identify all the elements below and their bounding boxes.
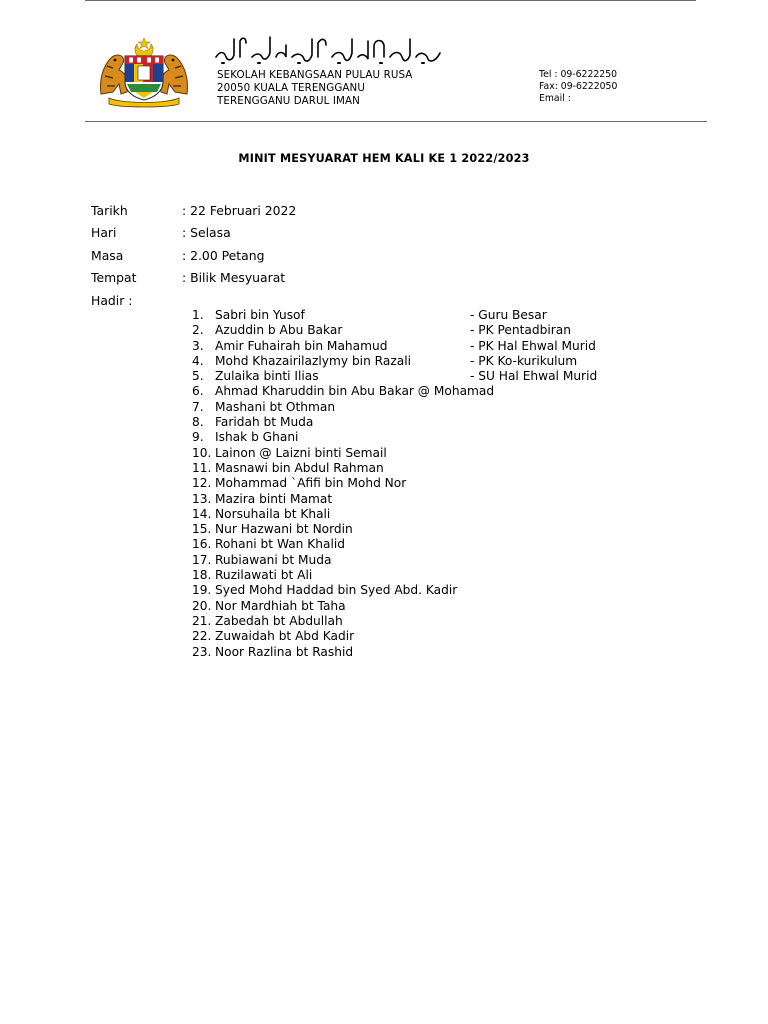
attendee-name: Zulaika binti Ilias <box>215 369 319 384</box>
attendee-name: Norsuhaila bt Khali <box>215 506 331 521</box>
header-rule <box>85 121 707 122</box>
attendee-number: 23. <box>192 644 212 659</box>
attendee-number: 3. <box>192 338 204 353</box>
attendee-name: Ishak b Ghani <box>215 430 299 445</box>
attendee-name: Zabedah bt Abdullah <box>215 613 343 628</box>
attendee-number: 8. <box>192 415 204 430</box>
coat-of-arms-icon <box>95 36 193 108</box>
attendee-number: 2. <box>192 323 204 338</box>
school-address <box>217 69 412 108</box>
attendee-name: Azuddin b Abu Bakar <box>215 323 343 338</box>
attendee-role: - Guru Besar <box>470 308 547 322</box>
meta-value: : 2.00 Petang <box>182 247 265 263</box>
top-rule <box>85 0 696 1</box>
school-name-line: SEKOLAH KEBANGSAAN PULAU RUSA <box>217 69 413 81</box>
meta-label: Hadir : <box>91 292 133 308</box>
attendee-name: Noor Razlina bt Rashid <box>215 644 354 659</box>
tel-line: Tel : 09-6222250 <box>539 69 618 80</box>
attendee-name: Sabri bin Yusof <box>215 308 305 322</box>
attendee-name: Faridah bt Muda <box>215 415 314 430</box>
attendee-name: Masnawi bin Abdul Rahman <box>215 460 384 475</box>
attendee-role: - PK Ko-kurikulum <box>470 353 578 368</box>
attendee-number: 11. <box>192 460 212 475</box>
attendee-name: Nur Hazwani bt Nordin <box>215 522 353 537</box>
attendee-name: Rubiawani bt Muda <box>215 552 332 567</box>
attendee-name: Ahmad Kharuddin bin Abu Bakar @ Mohamad <box>215 384 495 399</box>
email-line: Email : <box>539 93 571 104</box>
attendee-name: Zuwaidah bt Abd Kadir <box>215 629 355 644</box>
attendee-number: 22. <box>192 629 212 644</box>
attendee-role: - PK Hal Ehwal Murid <box>470 338 596 353</box>
attendee-number: 18. <box>192 568 212 583</box>
attendee-number: 6. <box>192 384 204 399</box>
attendee-number: 7. <box>192 399 204 414</box>
jawi-school-name <box>212 33 444 67</box>
attendee-number: 4. <box>192 353 204 368</box>
attendee-number: 20. <box>192 598 212 613</box>
meta-value: : Selasa <box>182 225 231 241</box>
attendee-name: Nor Mardhiah bt Taha <box>215 598 346 613</box>
attendee-number: 13. <box>192 491 212 506</box>
attendee-name: Mohammad `Afifi bin Mohd Nor <box>215 476 407 491</box>
fax-line: Fax: 09-6222050 <box>539 81 618 92</box>
attendee-name: Ruzilawati bt Ali <box>215 568 313 583</box>
attendee-number: 17. <box>192 552 212 567</box>
meta-label: Tempat <box>91 270 137 286</box>
attendee-number: 14. <box>192 506 212 521</box>
attendee-number: 9. <box>192 430 204 445</box>
meta-label: Hari <box>91 225 117 241</box>
meta-label: Tarikh <box>91 203 128 218</box>
meta-value: : 22 Februari 2022 <box>182 203 297 218</box>
attendee-role: - SU Hal Ehwal Murid <box>470 369 598 384</box>
attendee-number: 10. <box>192 445 212 460</box>
attendee-number: 21. <box>192 613 212 628</box>
attendee-name: Syed Mohd Haddad bin Syed Abd. Kadir <box>215 583 458 598</box>
attendee-name: Amir Fuhairah bin Mahamud <box>215 338 388 353</box>
school-state-line: TERENGGANU DARUL IMAN <box>217 95 360 107</box>
attendee-number: 16. <box>192 537 212 552</box>
attendee-number: 15. <box>192 522 212 537</box>
meta-value: : Bilik Mesyuarat <box>182 270 286 286</box>
attendee-number: 5. <box>192 369 204 384</box>
attendee-number: 1. <box>192 308 204 322</box>
attendee-name: Mohd Khazairilazlymy bin Razali <box>215 353 411 368</box>
attendee-number: 19. <box>192 583 212 598</box>
attendee-name: Rohani bt Wan Khalid <box>215 537 345 552</box>
document-title: MINIT MESYUARAT HEM KALI KE 1 2022/2023 <box>238 152 530 165</box>
school-postcode-line: 20050 KUALA TERENGGANU <box>217 82 365 94</box>
school-contact <box>539 69 617 105</box>
attendee-name: Mashani bt Othman <box>215 399 336 414</box>
attendee-name: Lainon @ Laizni binti Semail <box>215 445 387 460</box>
meta-label: Masa <box>91 247 124 263</box>
attendee-name: Mazira binti Mamat <box>215 491 333 506</box>
attendee-role: - PK Pentadbiran <box>470 323 571 338</box>
attendee-number: 12. <box>192 476 212 491</box>
